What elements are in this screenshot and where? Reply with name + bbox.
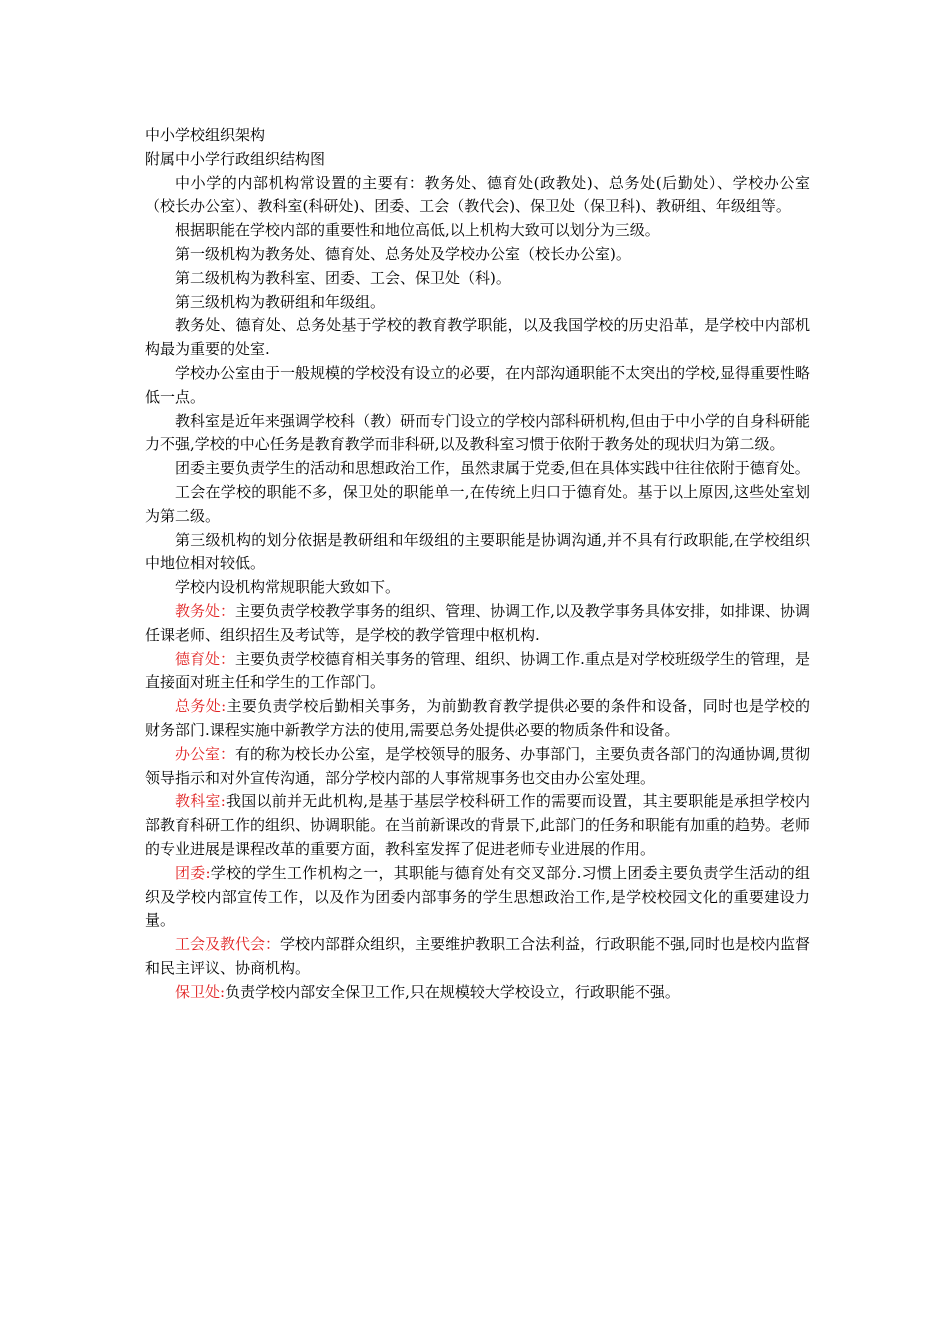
department-description: 我国以前并无此机构,是基于基层学校科研工作的需要而设置，其主要职能是承担学校内部教育科研工作的组织、协调职能。在当前新课改的背景下,此部门的任务和职能有加重的趋势。老师的专业进展是课程改革的重要方面，教科室发挥了促进老师专业进展的作用。 xyxy=(145,792,810,858)
paragraph-union-security: 工会在学校的职能不多，保卫处的职能单一,在传统上归口于德育处。基于以上原因,这些处室划为第二级。 xyxy=(145,482,810,525)
department-research xyxy=(145,790,810,861)
paragraph-core-offices: 教务处、德育处、总务处基于学校的教育教学职能，以及我国学校的历史沿革，是学校中内部机构最为重要的处室. xyxy=(145,316,810,359)
department-moral-education xyxy=(145,648,810,696)
paragraph-youth-league: 团委主要负责学生的活动和思想政治工作，虽然隶属于党委,但在具体实践中往往依附于德育处。 xyxy=(175,459,810,478)
department-label: 德育处： xyxy=(175,649,236,668)
department-union xyxy=(145,933,810,981)
document-subtitle: 附属中小学行政组织结构图 xyxy=(145,149,326,168)
department-label: 教科室: xyxy=(175,792,226,811)
paragraph-school-office: 学校办公室由于一般规模的学校没有设立的必要，在内部沟通职能不太突出的学校,显得重要性略低一点。 xyxy=(145,363,810,406)
paragraph-functions-intro: 学校内设机构常规职能大致如下。 xyxy=(175,578,401,597)
department-security xyxy=(145,981,810,1005)
department-description: 学校内部群众组织，主要维护教职工合法利益，行政职能不强,同时也是校内监督和民主评议、协商机构。 xyxy=(145,935,810,977)
document-body xyxy=(145,124,810,1004)
department-label: 总务处: xyxy=(175,697,227,716)
paragraph-level-3: 第三级机构为教研组和年级组。 xyxy=(175,292,386,311)
paragraph-level-2: 第二级机构为教科室、团委、工会、保卫处（科)。 xyxy=(175,268,511,287)
paragraph-intro: 中小学的内部机构常设置的主要有：教务处、德育处(政教处)、总务处(后勤处）、学校办公室（校长办公室）、教科室(科研处)、团委、工会（教代会)、保卫处（保卫科)、教研组、年级组等。 xyxy=(145,173,810,216)
department-description: 学校的学生工作机构之一，其职能与德育处有交叉部分.习惯上团委主要负责学生活动的组织及学校内部宣传工作，以及作为团委内部事务的学生思想政治工作,是学校校园文化的重要建设力量。 xyxy=(145,863,810,930)
department-label: 教务处： xyxy=(175,601,236,620)
document-title: 中小学校组织架构 xyxy=(145,126,266,144)
paragraph-research-office: 教科室是近年来强调学校科（教）研而专门设立的学校内部科研机构,但由于中小学的自身科研能力不强,学校的中心任务是教育教学而非科研,以及教科室习惯于依附于教务处的现状归为第二级。 xyxy=(145,411,810,454)
paragraph-level-1: 第一级机构为教务处、德育处、总务处及学校办公室（校长办公室)。 xyxy=(175,244,631,263)
department-general-affairs xyxy=(145,695,810,743)
department-description: 主要负责学校后勤相关事务，为前勤教育教学提供必要的条件和设备，同时也是学校的财务部门.课程实施中新教学方法的使用,需要总务处提供必要的物质条件和设备。 xyxy=(145,697,810,739)
department-description: 负责学校内部安全保卫工作,只在规模较大学校设立，行政职能不强。 xyxy=(225,982,680,1001)
department-label: 办公室： xyxy=(175,744,236,763)
department-label: 工会及教代会： xyxy=(175,935,281,954)
department-label: 保卫处: xyxy=(175,982,226,1001)
department-description: 主要负责学校德育相关事务的管理、组织、协调工作.重点是对学校班级学生的管理，是直接面对班主任和学生的工作部门。 xyxy=(145,649,810,692)
paragraph-third-level: 第三级机构的划分依据是教研组和年级组的主要职能是协调沟通,并不具有行政职能,在学校组织中地位相对较低。 xyxy=(145,530,810,573)
department-description: 有的称为校长办公室，是学校领导的服务、办事部门，主要负责各部门的沟通协调,贯彻领导指示和对外宣传沟通，部分学校内部的人事常规事务也交由办公室处理。 xyxy=(145,744,810,787)
department-office xyxy=(145,743,810,791)
department-description: 主要负责学校教学事务的组织、管理、协调工作,以及教学事务具体安排，如排课、协调任课老师、组织招生及考试等，是学校的教学管理中枢机构. xyxy=(145,601,810,644)
department-label: 团委: xyxy=(175,863,211,882)
department-academic-affairs xyxy=(145,600,810,648)
paragraph-levels: 根据职能在学校内部的重要性和地位高低,以上机构大致可以划分为三级。 xyxy=(175,221,660,240)
department-youth-league xyxy=(145,862,810,933)
